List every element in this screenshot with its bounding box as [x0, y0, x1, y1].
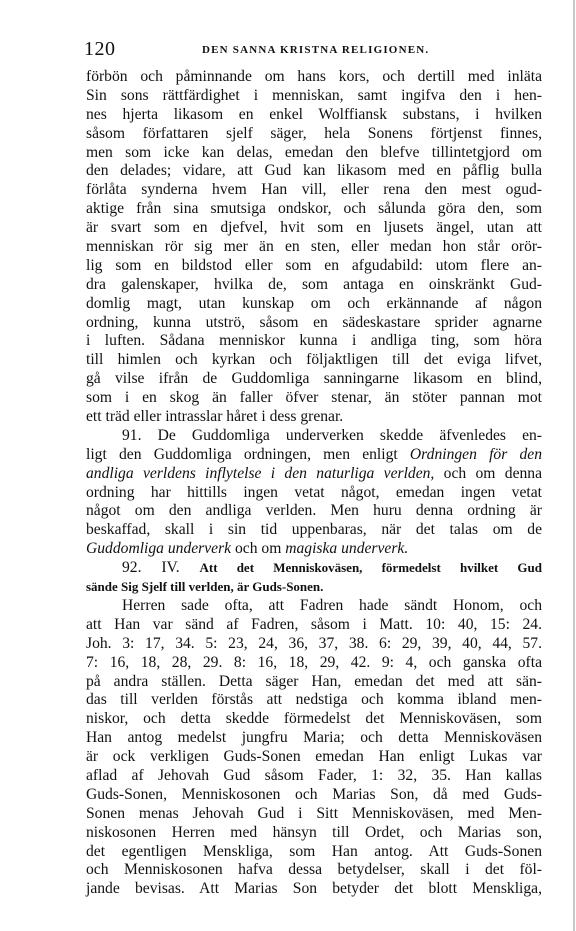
text-segment: ordning, kunna utströ, såsom en sädeskastare sprider agnarne: [86, 313, 542, 331]
text-line: [86, 540, 542, 559]
text-line: [86, 748, 542, 767]
text-line: [86, 635, 542, 654]
text-line: [86, 238, 542, 257]
text-line: [86, 332, 542, 351]
text-segment-italic: andliga verldens inflytelse i den naturliga verlden,: [86, 464, 435, 482]
text-segment: att Han var sänd af Fadren, såsom i Matt. 10: 40, 15: 24.: [86, 615, 542, 633]
text-segment: till himlen och kyrkan och följaktligen till det eviga lifvet,: [86, 351, 542, 369]
page-header: [84, 38, 546, 62]
text-line: [86, 257, 542, 276]
text-line: [86, 106, 542, 125]
text-line: [86, 578, 542, 597]
text-line: [86, 219, 542, 238]
text-segment: menniskan rör sig mer än en sten, eller medan hon står orör-: [86, 238, 542, 256]
text-line: [86, 861, 542, 880]
text-segment: är ock verkligen Guds-Sonen emedan Han enligt Lukas var: [86, 748, 542, 766]
text-segment: aktige från sina smutsiga ondskor, och sålunda göra den, som: [86, 200, 542, 218]
text-line: [86, 880, 542, 899]
text-line: [86, 673, 542, 692]
text-line: [86, 597, 542, 616]
running-head: DEN SANNA KRISTNA RELIGIONEN.: [202, 44, 430, 56]
text-segment: nes hjerta likasom en enkel Wolffiansk substans, i hvilken: [86, 105, 542, 123]
text-line: [86, 370, 542, 389]
text-segment: Sin sons rättfärdighet i menniskan, samt ingifva den i hen-: [86, 86, 542, 104]
text-line: [86, 351, 542, 370]
text-line: [86, 465, 542, 484]
text-segment: ett träd eller intrasslar håret i dess grenar.: [86, 408, 344, 426]
text-segment: och Menniskosonen hafva dessa betydelser, skall i det föl-: [86, 861, 542, 879]
text-segment: Joh. 3: 17, 34. 5: 23, 24, 36, 37, 38. 6: 29, 39, 40, 44, 57.: [86, 634, 542, 652]
text-segment: ligt den Guddomliga ordningen, men enligt: [86, 445, 410, 463]
text-line: [86, 87, 542, 106]
text-segment: i luften. Sådana menniskor kunna i andliga ting, som höra: [86, 332, 542, 350]
text-segment: gå vilse ifrån de Guddomliga sanningarne likasom en blind,: [86, 370, 542, 388]
text-segment: på andra ställen. Detta säger Han, emedan det med att sän-: [86, 672, 542, 690]
text-segment-bold: sände Sig Sjelf till verlden, är Guds-Sonen.: [86, 579, 324, 595]
text-line: [86, 408, 542, 427]
text-line: [86, 654, 542, 673]
text-segment: ordning har hittills ingen vetat något, emedan ingen vetat: [86, 483, 542, 501]
text-segment: såsom författaren sjelf säger, hela Sonens förtjenst finnes,: [86, 124, 542, 142]
text-segment: Herren sade ofta, att Fadren hade sändt Honom, och: [122, 596, 542, 614]
text-line: [86, 786, 542, 805]
text-line: [86, 276, 542, 295]
text-segment: beskaffad, skall i sin tid uppenbaras, när det talas om de: [86, 521, 542, 539]
text-line: [86, 502, 542, 521]
body-text: [86, 68, 542, 899]
text-line: [86, 484, 542, 503]
text-segment: 92. IV.: [122, 559, 200, 577]
text-segment: Guds-Sonen, Menniskosonen och Marias Son, då med Guds-: [86, 785, 542, 803]
text-line: [86, 616, 542, 635]
text-line: [86, 427, 542, 446]
text-line: [86, 729, 542, 748]
text-segment: 91. De Guddomliga underverken skedde äfvenledes en-: [122, 426, 542, 444]
text-segment: niskor, och detta skedde förmedelst det Menniskoväsen, som: [86, 710, 542, 728]
text-segment: niskosonen Herren med hänsyn till Ordet, och Marias son,: [86, 823, 542, 841]
text-segment: förlåta synderna hvem Han vill, eller rena den mest ogud-: [86, 181, 542, 199]
text-segment: Sonen menas Jehovah Gud i Sitt Menniskoväsen, med Men-: [86, 804, 542, 822]
text-line: [86, 691, 542, 710]
text-segment: men som icke kan delas, emedan den blefve tillintetgjord om: [86, 143, 542, 161]
text-segment: 7: 16, 18, 28, 29. 8: 16, 18, 29, 42. 9: 4, och ganska ofta: [86, 653, 542, 671]
text-segment: och om: [231, 540, 286, 558]
text-line: [86, 314, 542, 333]
text-line: [86, 559, 542, 578]
text-segment: som i en skog än faller öfver stenar, än stöter pannan mot: [86, 389, 542, 407]
text-segment: förbön och påminnande om hans kors, och dertill med inläta: [86, 68, 542, 85]
text-line: [86, 144, 542, 163]
page-number: 120: [84, 38, 116, 60]
text-segment: är svart som en djefvel, hvit som en ljusets ängel, utan att: [86, 219, 542, 237]
text-segment: dra galenskaper, hvilka de, som antaga en oinskränkt Gud-: [86, 275, 542, 293]
text-line: [86, 162, 542, 181]
text-line: [86, 824, 542, 843]
text-segment: lig som en bildstod eller som en afgudabild: utom flere an-: [86, 256, 542, 274]
text-line: [86, 521, 542, 540]
text-segment: das till verlden förstås att nedstiga och komma ibland men-: [86, 691, 542, 709]
text-line: [86, 295, 542, 314]
text-segment: Han antog medelst jungfru Maria; och detta Menniskoväsen: [86, 729, 542, 747]
text-line: [86, 200, 542, 219]
text-segment-bold: Att det Menniskoväsen, förmedelst hvilket Gud: [199, 560, 542, 576]
text-segment: det egentligen Menskliga, som Han antog. Att Guds-Sonen: [86, 842, 542, 860]
text-line: [86, 446, 542, 465]
text-line: [86, 389, 542, 408]
text-segment: aflad af Jehovah Gud såsom Fader, 1: 32, 35. Han kallas: [86, 766, 542, 784]
text-line: [86, 181, 542, 200]
text-segment: domlig magt, utan kunskap om och erkännande af någon: [86, 294, 542, 312]
text-segment: jande bevisas. Att Marias Son betyder det blott Menskliga,: [86, 880, 542, 898]
text-segment-italic: magiska underverk.: [285, 540, 409, 558]
text-segment: och om denna: [434, 464, 542, 482]
text-line: [86, 805, 542, 824]
text-line: [86, 125, 542, 144]
text-segment: den delades; vidare, att Gud kan likasom med en påflig bulla: [86, 162, 542, 180]
text-line: [86, 68, 542, 87]
text-line: [86, 767, 542, 786]
text-segment: något om den andliga verlden. Men huru denna ordning är: [86, 502, 542, 520]
text-line: [86, 843, 542, 862]
page-edge-line: [573, 0, 575, 931]
text-segment-italic: Ordningen för den: [409, 445, 542, 463]
text-line: [86, 710, 542, 729]
text-segment-italic: Guddomliga underverk: [86, 540, 232, 558]
